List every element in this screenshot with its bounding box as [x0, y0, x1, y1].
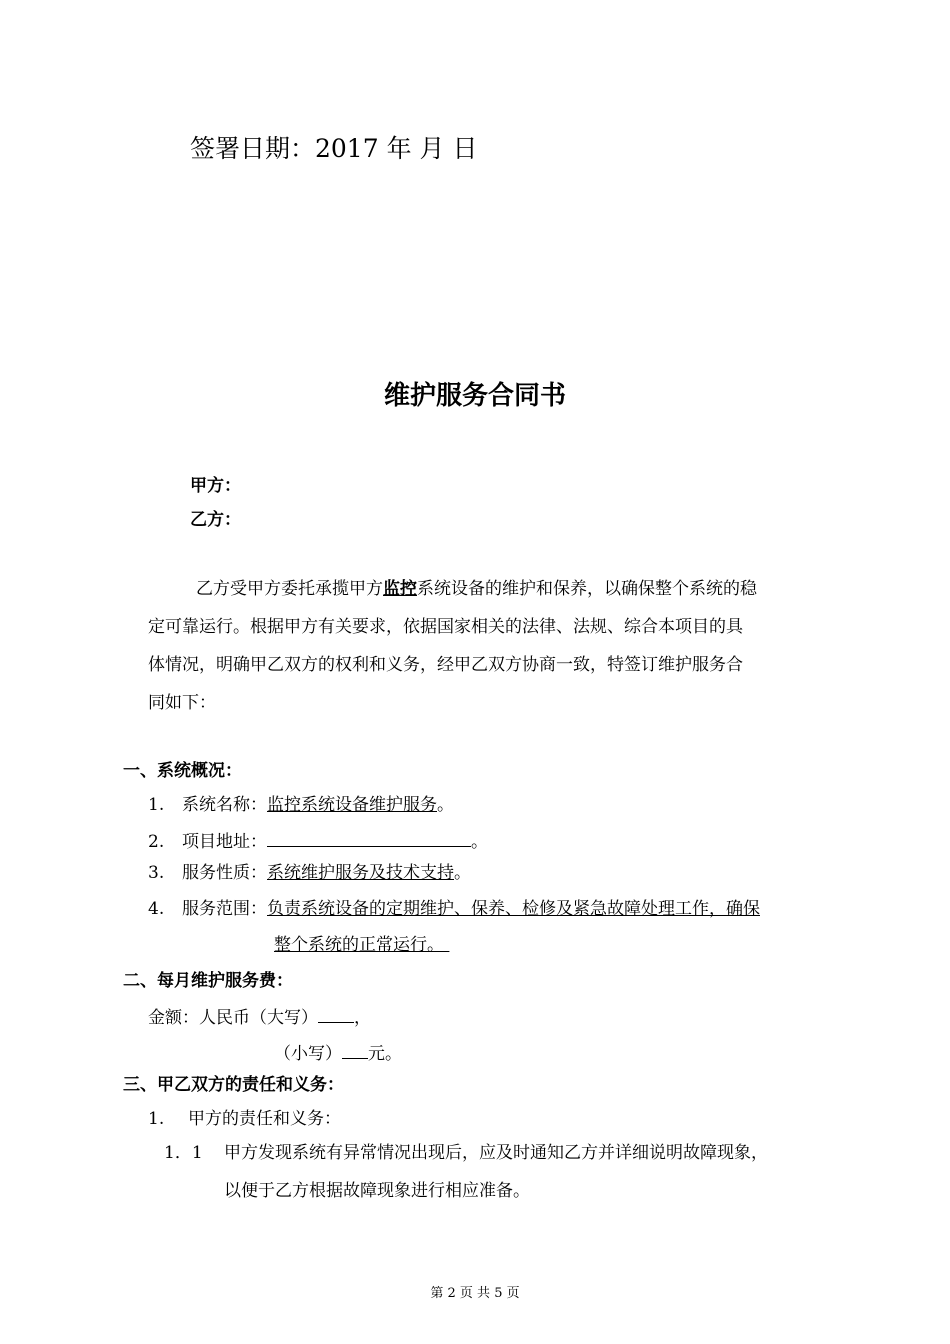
intro-emphasis: 监控 [383, 579, 417, 599]
service-scope-continued: 整个系统的正常运行。 [274, 935, 444, 955]
project-address-item: 2. 项目地址： 。 [148, 826, 488, 855]
intro-line-3: 体情况，明确甲乙双方的权利和义务，经甲乙双方协商一致，特签订维护服务合 [148, 655, 743, 675]
service-nature-value: 系统维护服务及技术支持 [267, 863, 454, 883]
service-scope-item: 4. 服务范围：负责系统设备的定期维护、保养、检修及紧急故障处理工作，确保 [148, 899, 760, 919]
system-name-value: 监控系统设备维护服务 [267, 795, 437, 815]
clause-1-1: 1．1 甲方发现系统有异常情况出现后，应及时通知乙方并详细说明故障现象， [164, 1143, 768, 1163]
amount-lowercase-blank [342, 1038, 368, 1059]
amount-lowercase: （小写） 元。 [274, 1038, 402, 1067]
section-2-heading: 二、每月维护服务费： [123, 971, 293, 991]
amount-uppercase-blank [318, 1002, 354, 1023]
intro-paragraph [148, 570, 848, 722]
clause-1-1-continued: 以便于乙方根据故障现象进行相应准备。 [224, 1181, 530, 1201]
page-footer: 第 2 页 共 5 页 [430, 1286, 520, 1301]
section-1-heading: 一、系统概况： [123, 761, 242, 781]
party-a-duties: 1. 甲方的责任和义务： [148, 1109, 341, 1129]
party-b-label: 乙方： [190, 510, 241, 530]
intro-line-1: 乙方受甲方委托承揽甲方监控系统设备的维护和保养，以确保整个系统的稳 [196, 579, 757, 599]
sign-date: 签署日期：2017 年 月 日 [190, 134, 478, 163]
section-3-heading: 三、甲乙双方的责任和义务： [123, 1075, 344, 1095]
service-nature-item: 3. 服务性质：系统维护服务及技术支持。 [148, 863, 471, 883]
intro-line-4: 同如下： [148, 693, 216, 713]
intro-line-2: 定可靠运行。根据甲方有关要求，依据国家相关的法律、法规、综合本项目的具 [148, 617, 743, 637]
amount-uppercase: 金额：人民币（大写） ， [148, 1002, 371, 1031]
service-scope-value: 负责系统设备的定期维护、保养、检修及紧急故障处理工作，确保 [267, 899, 760, 919]
document-title: 维护服务合同书 [383, 381, 566, 411]
project-address-blank [267, 826, 471, 847]
system-name-item: 1. 系统名称：监控系统设备维护服务。 [148, 795, 454, 815]
party-a-label: 甲方： [190, 476, 241, 496]
